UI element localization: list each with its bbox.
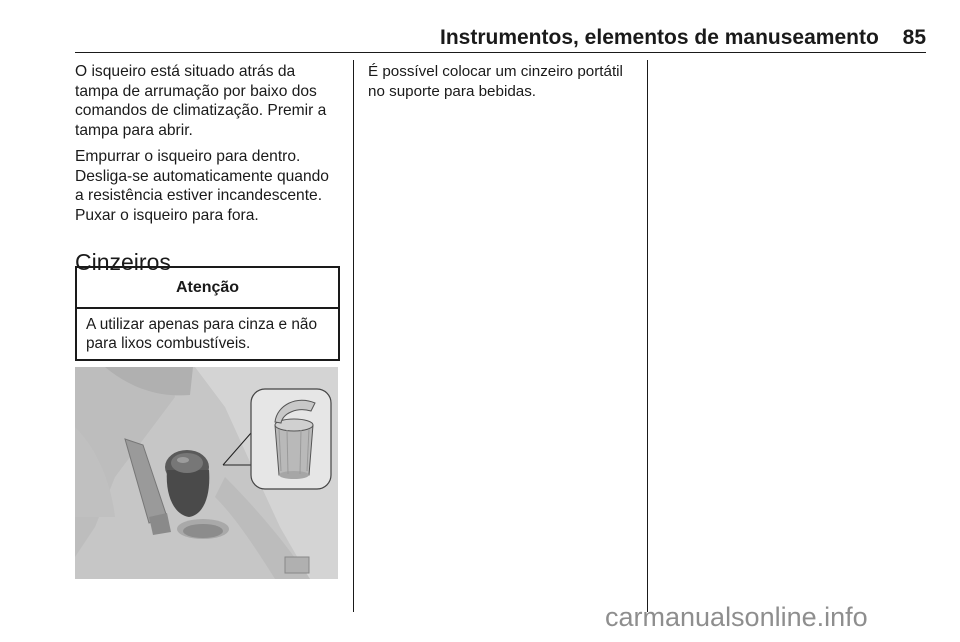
- paragraph-portable-ashtray: É possível colocar um cinzeiro portátil no suporte para bebidas.: [368, 63, 623, 100]
- column-divider-2: [647, 60, 648, 612]
- header-rule: [75, 52, 926, 53]
- column-1: [75, 62, 343, 276]
- warning-title: Atenção: [77, 268, 338, 309]
- ashtray-illustration: [75, 367, 338, 579]
- warning-text: A utilizar apenas para cinza e não para lixos combustíveis.: [86, 316, 318, 352]
- paragraph-lighter-location: O isqueiro está situado atrás da tampa de arrumação por baixo dos comandos de climatização. Premir a tampa para abrir.: [75, 63, 327, 139]
- column-2: [368, 62, 638, 108]
- column-divider-1: [353, 60, 354, 612]
- section-heading-ashtrays: Cinzeiros: [75, 249, 171, 275]
- paragraph-lighter-usage: Empurrar o isqueiro para dentro. Desliga-se automaticamente quando a resistência estiver incandescente. Puxar o isqueiro para fora.: [75, 148, 329, 224]
- page-header-title: Instrumentos, elementos de manuseamento: [440, 26, 879, 49]
- warning-box: [75, 266, 340, 361]
- page-number: 85: [902, 26, 926, 49]
- watermark-text: carmanualsonline.info: [605, 602, 868, 632]
- portable-ashtray-icon: [251, 389, 331, 489]
- ashtray-illustration-svg: [75, 367, 338, 579]
